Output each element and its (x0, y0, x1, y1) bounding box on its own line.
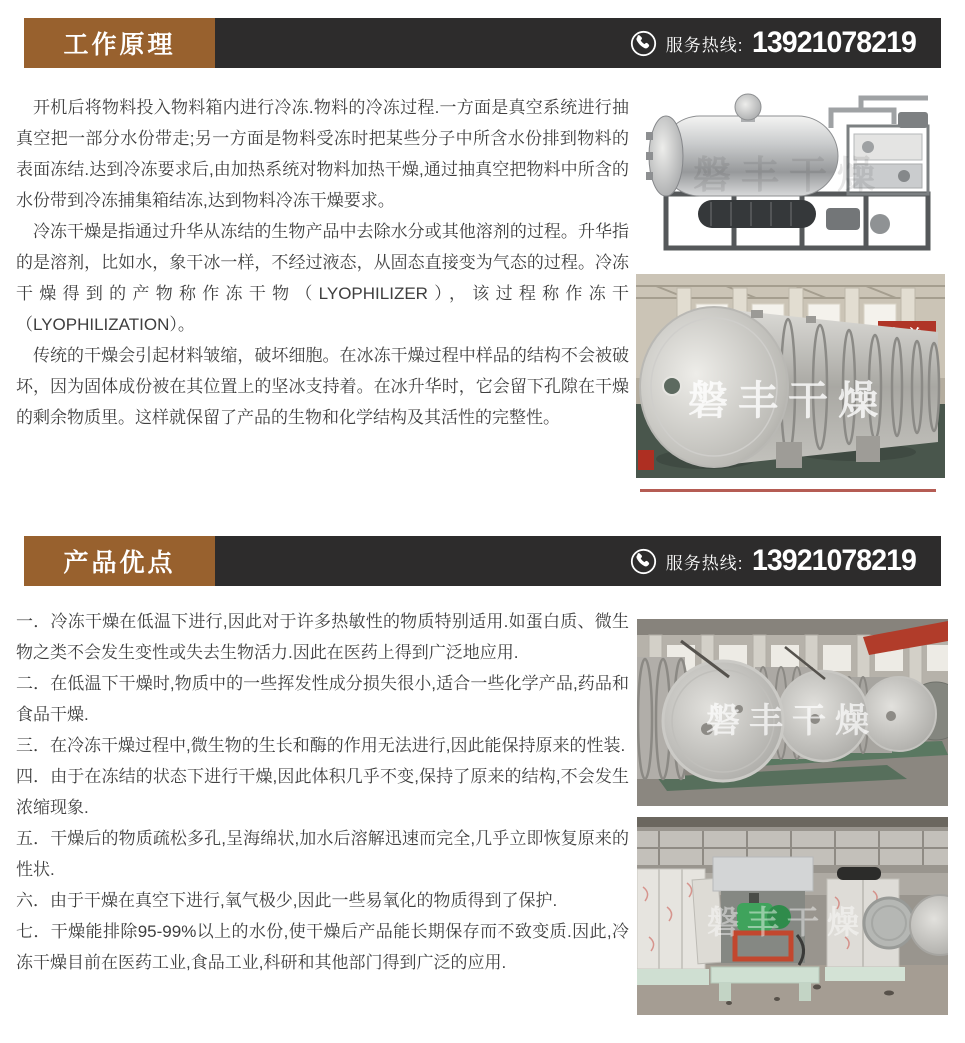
advantage-item: 五．干燥后的物质疏松多孔,呈海绵状,加水后溶解迅速而完全,几乎立即恢复原来的性状. (16, 829, 629, 879)
advantage-item: 三．在冷冻干燥过程中,微生物的生长和酶的作用无法进行,因此能保持原来的性装. (16, 736, 626, 755)
section-title: 工作原理 (63, 31, 176, 59)
hotline-banner (630, 26, 941, 60)
photo-row-of-tanks (637, 619, 948, 806)
hotline-banner (630, 544, 941, 578)
tank-workshop-illustration (636, 274, 945, 478)
advantage-item: 二．在低温下干燥时,物质中的一些挥发性成分损失很小,适合一些化学产品,药品和食品干燥. (16, 674, 629, 724)
cabinet-dryers-illustration (637, 817, 948, 1015)
paragraph: 冷冻干燥是指通过升华从冻结的生物产品中去除水分或其他溶剂的过程。升华指的是溶剂，比如水，象干冰一样，不经过液态，从固态直接变为气态的过程。冷冻干燥得到的产物称作冻干物（LYOPHILIZER），该过程称作冻干（LYOPHILIZATION）。 (16, 222, 629, 334)
phone-icon (630, 30, 657, 57)
section-title-box (24, 18, 215, 68)
photo-stainless-tank-workshop (636, 274, 945, 478)
product-advantages-list (16, 606, 629, 978)
freeze-dryer-illustration (636, 88, 943, 258)
photo-cabinet-freeze-dryers (637, 817, 948, 1015)
section-title-box (24, 536, 215, 586)
section-header-product-advantages (24, 536, 941, 586)
section-header-working-principle (24, 18, 941, 68)
hotline-number: 13921078219 (752, 544, 917, 577)
advantage-item: 四．由于在冻结的状态下进行干燥,因此体积几乎不变,保持了原来的结构,不会发生浓缩现象. (16, 767, 629, 817)
hotline-label: 服务热线: (665, 35, 744, 55)
watermark-text: 磐丰干燥 (706, 904, 868, 940)
advantage-item: 一．冷冻干燥在低温下进行,因此对于许多热敏性的物质特别适用.如蛋白质、微生物之类不会发生变性或失去生物活力.因此在医药上得到广泛地应用. (16, 612, 629, 662)
photo-freeze-dryer-machine (636, 88, 943, 258)
phone-icon (630, 548, 657, 575)
hotline-number: 13921078219 (752, 26, 917, 59)
tank-row-illustration (637, 619, 948, 806)
hotline-label: 服务热线: (665, 553, 744, 573)
watermark-text: 磐丰干燥 (688, 379, 888, 423)
watermark-text: 磐丰干燥 (692, 155, 886, 197)
paragraph: 传统的干燥会引起材料皱缩，破坏细胞。在冰冻干燥过程中样品的结构不会被破坏，因为固体成份被在其位置上的坚冰支持着。在冰升华时，它会留下孔隙在干燥的剩余物质里。这样就保留了产品的生物和化学结构及其活性的完整性。 (16, 346, 629, 427)
section-title: 产品优点 (63, 549, 176, 577)
working-principle-text (16, 92, 629, 433)
watermark-text: 磐丰干燥 (706, 702, 878, 740)
advantage-item: 六．由于干燥在真空下进行,氧气极少,因此一些易氧化的物质得到了保护. (16, 891, 558, 910)
advantage-item: 七．干燥能排除95-99%以上的水份,使干燥后产品能长期保存而不致变质.因此,冷冻干燥目前在医药工业,食品工业,科研和其他部门得到广泛的应用. (16, 922, 629, 972)
divider-strip (640, 489, 936, 492)
paragraph: 开机后将物料投入物料箱内进行冷冻.物料的冷冻过程.一方面是真空系统进行抽真空把一部分水份带走;另一方面是物料受冻时把某些分子中所含水份排到物料的表面冻结.达到冷冻要求后,由加热系统对物料加热干燥,通过抽真空把物料中所含的水份带到冷冻捕集箱结冻,达到物料冷冻干燥要求。 (16, 98, 629, 210)
